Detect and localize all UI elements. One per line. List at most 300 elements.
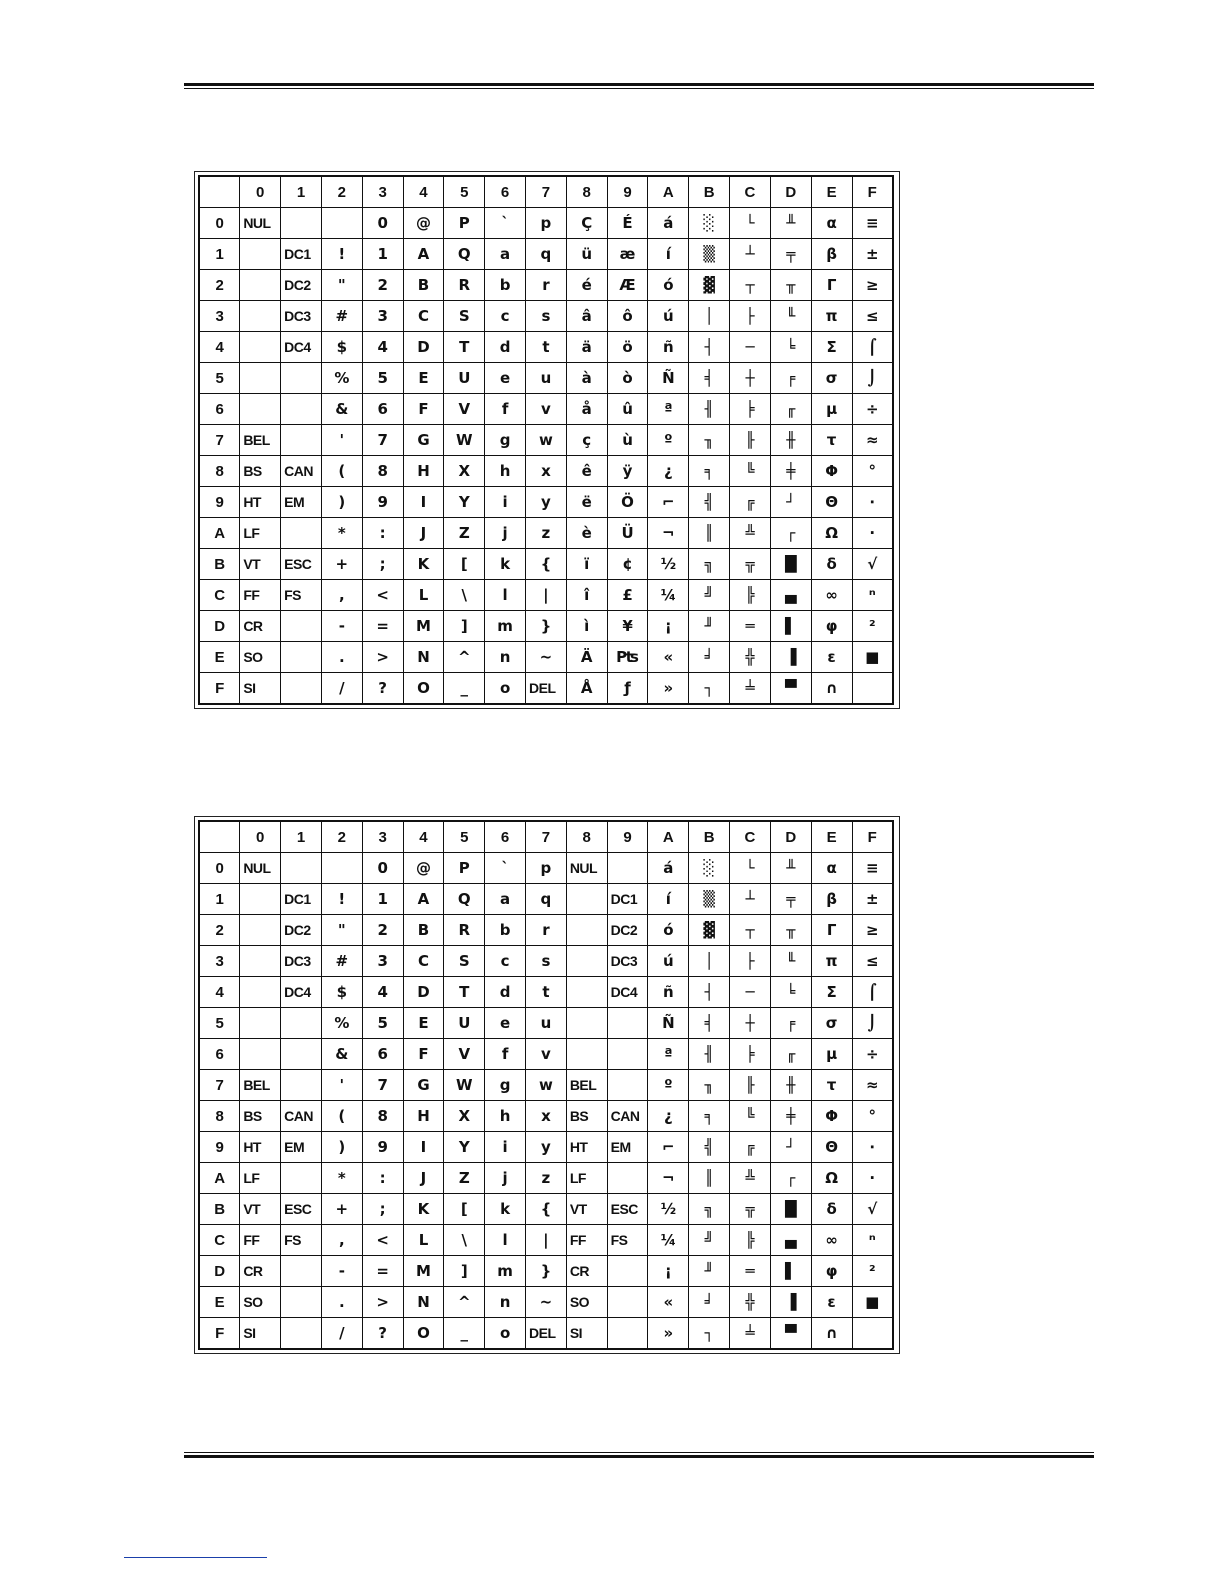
char-cell: ╔ [730,1132,771,1163]
char-cell: ] [444,1256,485,1287]
char-cell: ¿ [648,456,689,487]
char-cell: Ω [811,1163,852,1194]
char-cell: * [321,1163,362,1194]
char-cell: ä [566,332,607,363]
char-cell: 0 [362,853,403,884]
char-cell [607,1039,648,1070]
char-cell [566,977,607,1008]
char-cell: ⌐ [648,487,689,518]
char-cell [566,946,607,977]
char-cell: ╠ [730,1225,771,1256]
char-cell: ) [321,1132,362,1163]
char-cell: ╪ [770,1101,811,1132]
row-header: 0 [199,853,240,884]
char-cell: Ñ [648,1008,689,1039]
table-row [199,1070,893,1101]
char-cell: ╛ [689,642,730,673]
char-cell: ▌ [770,611,811,642]
char-cell: ╘ [770,977,811,1008]
char-cell [240,239,281,270]
char-cell: % [321,363,362,394]
column-header: A [648,821,689,853]
char-cell: CR [240,611,281,642]
char-cell: ═ [730,1256,771,1287]
char-cell: N [403,642,444,673]
char-cell: ╟ [730,1070,771,1101]
char-cell: █ [770,549,811,580]
char-cell: X [444,456,485,487]
char-cell: â [566,301,607,332]
char-cell: ╬ [730,1287,771,1318]
char-cell: î [566,580,607,611]
column-header: 0 [240,821,281,853]
char-cell: τ [811,425,852,456]
table-row [199,977,893,1008]
char-cell: - [321,611,362,642]
char-cell: ÷ [852,1039,893,1070]
char-cell: r [526,270,567,301]
char-cell: T [444,977,485,1008]
char-cell: DC2 [607,915,648,946]
char-cell: HT [566,1132,607,1163]
char-cell: ╖ [689,1070,730,1101]
row-header: B [199,549,240,580]
char-cell: ï [566,549,607,580]
char-cell: ç [566,425,607,456]
char-cell: ░ [689,208,730,239]
character-set-table-2 [198,820,894,1350]
char-cell: í [648,239,689,270]
char-cell: ~ [526,1287,567,1318]
char-cell: E [403,1008,444,1039]
char-cell: α [811,853,852,884]
char-cell: DC3 [607,946,648,977]
char-cell: SI [240,673,281,705]
row-header: 2 [199,915,240,946]
char-cell: ╒ [770,363,811,394]
char-cell: h [485,1101,526,1132]
char-cell: π [811,946,852,977]
char-cell [852,1318,893,1350]
char-cell: + [321,549,362,580]
char-cell: π [811,301,852,332]
char-cell [281,642,322,673]
char-cell: ╙ [770,946,811,977]
table-row [199,363,893,394]
column-header: 8 [566,821,607,853]
column-header: 6 [485,176,526,208]
row-header: 4 [199,332,240,363]
char-cell: ╓ [770,394,811,425]
header-row [199,176,893,208]
char-cell: ┤ [689,977,730,1008]
char-cell: ⌡ [852,363,893,394]
char-cell: ∙ [852,1132,893,1163]
char-cell: | [526,1225,567,1256]
char-cell: Z [444,518,485,549]
char-cell: ■ [852,642,893,673]
char-cell: ó [648,270,689,301]
char-cell: LF [566,1163,607,1194]
char-cell: ¼ [648,1225,689,1256]
char-cell: ° [852,456,893,487]
char-cell: ╤ [770,239,811,270]
char-cell: G [403,425,444,456]
char-cell: ¼ [648,580,689,611]
char-cell: ô [607,301,648,332]
char-cell [566,1008,607,1039]
char-cell: √ [852,1194,893,1225]
char-cell [281,394,322,425]
char-cell: τ [811,1070,852,1101]
column-header: 3 [362,821,403,853]
char-cell: ≤ [852,946,893,977]
char-cell: ╨ [770,208,811,239]
char-cell: ╙ [770,301,811,332]
char-cell: B [403,270,444,301]
char-cell: Ü [607,518,648,549]
char-cell: E [403,363,444,394]
row-header: 5 [199,363,240,394]
char-cell: DC4 [607,977,648,1008]
row-header: A [199,518,240,549]
char-cell: ∙ [852,487,893,518]
char-cell: VT [240,1194,281,1225]
char-cell: w [526,1070,567,1101]
char-cell: ┴ [730,239,771,270]
char-cell: NUL [240,208,281,239]
char-cell: ┌ [770,1163,811,1194]
char-cell: + [321,1194,362,1225]
char-cell: @ [403,208,444,239]
char-cell: v [526,394,567,425]
table-row [199,487,893,518]
char-cell [281,1318,322,1350]
column-header: 7 [526,821,567,853]
char-cell: ¡ [648,1256,689,1287]
char-cell: DC4 [281,332,322,363]
char-cell: FF [240,1225,281,1256]
table-row [199,580,893,611]
char-cell: d [485,977,526,1008]
char-cell: ' [321,1070,362,1101]
char-cell: H [403,456,444,487]
char-cell: V [444,394,485,425]
row-header: E [199,1287,240,1318]
row-header: 4 [199,977,240,1008]
char-cell: < [362,1225,403,1256]
column-header: C [730,176,771,208]
column-header: 3 [362,176,403,208]
table-row [199,270,893,301]
char-cell: FF [566,1225,607,1256]
char-cell [281,425,322,456]
char-cell: Q [444,884,485,915]
char-cell: ╫ [770,1070,811,1101]
char-cell: e [485,363,526,394]
char-cell: É [607,208,648,239]
row-header: 8 [199,1101,240,1132]
char-cell: ⁿ [852,580,893,611]
char-cell: LF [240,518,281,549]
char-cell: t [526,977,567,1008]
column-header: 4 [403,821,444,853]
char-cell [281,1070,322,1101]
char-cell: ╣ [689,487,730,518]
char-cell: o [485,673,526,705]
table-row [199,239,893,270]
char-cell: ╦ [730,1194,771,1225]
char-cell: } [526,611,567,642]
char-cell: ╕ [689,456,730,487]
char-cell: 3 [362,946,403,977]
char-cell: a [485,884,526,915]
char-cell: ▒ [689,239,730,270]
char-cell: h [485,456,526,487]
char-cell: ⌐ [648,1132,689,1163]
char-cell [321,853,362,884]
char-cell: δ [811,1194,852,1225]
char-cell [281,1163,322,1194]
char-cell: ü [566,239,607,270]
char-cell: 6 [362,1039,403,1070]
char-cell: 2 [362,270,403,301]
char-cell: ⌡ [852,1008,893,1039]
char-cell: Q [444,239,485,270]
char-cell: Γ [811,270,852,301]
char-cell: ½ [648,1194,689,1225]
char-cell: l [485,580,526,611]
char-cell: DC1 [607,884,648,915]
table-row [199,1163,893,1194]
char-cell: ╩ [730,518,771,549]
column-header: C [730,821,771,853]
char-cell: ╣ [689,1132,730,1163]
char-cell: d [485,332,526,363]
char-cell: ₧ [607,642,648,673]
char-cell: ┘ [770,1132,811,1163]
char-cell: ² [852,1256,893,1287]
char-cell: i [485,1132,526,1163]
char-cell [281,208,322,239]
char-cell: " [321,915,362,946]
char-cell: ¡ [648,611,689,642]
char-cell: ┌ [770,518,811,549]
table-row [199,332,893,363]
char-cell: 5 [362,1008,403,1039]
char-cell: φ [811,1256,852,1287]
char-cell: ∞ [811,580,852,611]
char-cell: 6 [362,394,403,425]
char-cell: Y [444,487,485,518]
char-cell: - [321,1256,362,1287]
char-cell: C [403,301,444,332]
char-cell: CR [566,1256,607,1287]
char-cell: ESC [607,1194,648,1225]
char-cell: ^ [444,642,485,673]
column-header: B [689,176,730,208]
char-cell: ≥ [852,270,893,301]
char-cell: ╘ [770,332,811,363]
char-cell: ~ [526,642,567,673]
char-cell: ì [566,611,607,642]
char-cell: ] [444,611,485,642]
char-cell: ┐ [689,1318,730,1350]
char-cell: ╔ [730,487,771,518]
char-cell: ╝ [689,1225,730,1256]
char-cell: SI [566,1318,607,1350]
char-cell: G [403,1070,444,1101]
row-header: 2 [199,270,240,301]
char-cell: « [648,1287,689,1318]
char-cell: ` [485,853,526,884]
char-cell: DC1 [281,884,322,915]
char-cell: L [403,1225,444,1256]
char-cell: ° [852,1101,893,1132]
char-cell: p [526,208,567,239]
char-cell: SO [240,1287,281,1318]
table-row [199,1039,893,1070]
char-cell [240,301,281,332]
char-cell: J [403,1163,444,1194]
char-cell: Γ [811,915,852,946]
row-header: 1 [199,239,240,270]
column-header: 0 [240,176,281,208]
column-header: F [852,821,893,853]
char-cell: @ [403,853,444,884]
column-header: 8 [566,176,607,208]
char-cell: ╛ [689,1287,730,1318]
char-cell: _ [444,673,485,705]
row-header: 8 [199,456,240,487]
char-cell: g [485,425,526,456]
row-header: 7 [199,425,240,456]
char-cell: } [526,1256,567,1287]
char-cell: DC4 [281,977,322,1008]
char-cell: m [485,611,526,642]
char-cell: DC3 [281,946,322,977]
char-cell: \ [444,1225,485,1256]
char-cell: « [648,642,689,673]
char-cell: NUL [240,853,281,884]
row-header: E [199,642,240,673]
char-cell [240,394,281,425]
char-cell: ¥ [607,611,648,642]
char-cell: Θ [811,487,852,518]
char-cell: ½ [648,549,689,580]
char-cell [281,1287,322,1318]
char-cell: ═ [730,611,771,642]
table-row [199,884,893,915]
char-cell: 4 [362,977,403,1008]
char-cell: O [403,673,444,705]
char-cell: Φ [811,1101,852,1132]
char-cell: I [403,487,444,518]
char-cell [321,208,362,239]
char-cell: 5 [362,363,403,394]
char-cell: Ö [607,487,648,518]
char-cell: ε [811,642,852,673]
char-cell: CAN [281,456,322,487]
column-header: 9 [607,821,648,853]
char-cell: & [321,394,362,425]
char-cell: Σ [811,977,852,1008]
char-cell: Ñ [648,363,689,394]
char-cell: ╡ [689,1008,730,1039]
table-row [199,853,893,884]
char-cell: ▀ [770,1318,811,1350]
char-cell: [ [444,549,485,580]
char-cell [607,1070,648,1101]
char-cell: j [485,518,526,549]
char-cell: ├ [730,301,771,332]
char-cell [240,270,281,301]
column-header: 6 [485,821,526,853]
char-cell: ┘ [770,487,811,518]
char-cell: █ [770,1194,811,1225]
row-header: 9 [199,1132,240,1163]
char-cell: ' [321,425,362,456]
column-header: B [689,821,730,853]
char-cell: SO [240,642,281,673]
char-cell: k [485,1194,526,1225]
char-cell: α [811,208,852,239]
char-cell: à [566,363,607,394]
char-cell: ñ [648,332,689,363]
char-cell: VT [566,1194,607,1225]
char-cell: ? [362,673,403,705]
char-cell: ░ [689,853,730,884]
table-row [199,642,893,673]
char-cell: ª [648,394,689,425]
column-header: 5 [444,176,485,208]
char-cell: ╧ [730,1318,771,1350]
corner-cell [199,821,240,853]
char-cell: / [321,1318,362,1350]
char-cell [281,673,322,705]
char-cell: ╥ [770,270,811,301]
table-row [199,1225,893,1256]
char-cell: p [526,853,567,884]
char-cell: 8 [362,456,403,487]
char-cell: ┼ [730,1008,771,1039]
char-cell: Å [566,673,607,705]
char-cell [607,1008,648,1039]
column-header: 4 [403,176,444,208]
char-cell: ▀ [770,673,811,705]
row-header: D [199,611,240,642]
char-cell: LF [240,1163,281,1194]
char-cell: ╬ [730,642,771,673]
char-cell: 0 [362,208,403,239]
char-cell: > [362,1287,403,1318]
char-cell: = [362,611,403,642]
char-cell [240,363,281,394]
char-cell: ≡ [852,853,893,884]
char-cell: S [444,946,485,977]
char-cell: £ [607,580,648,611]
char-cell: FS [281,580,322,611]
char-cell: ² [852,611,893,642]
char-cell: _ [444,1318,485,1350]
table-row [199,611,893,642]
char-cell: ¬ [648,1163,689,1194]
char-cell: l [485,1225,526,1256]
table-row [199,915,893,946]
char-cell: ╞ [730,394,771,425]
char-cell [240,977,281,1008]
char-cell: U [444,363,485,394]
